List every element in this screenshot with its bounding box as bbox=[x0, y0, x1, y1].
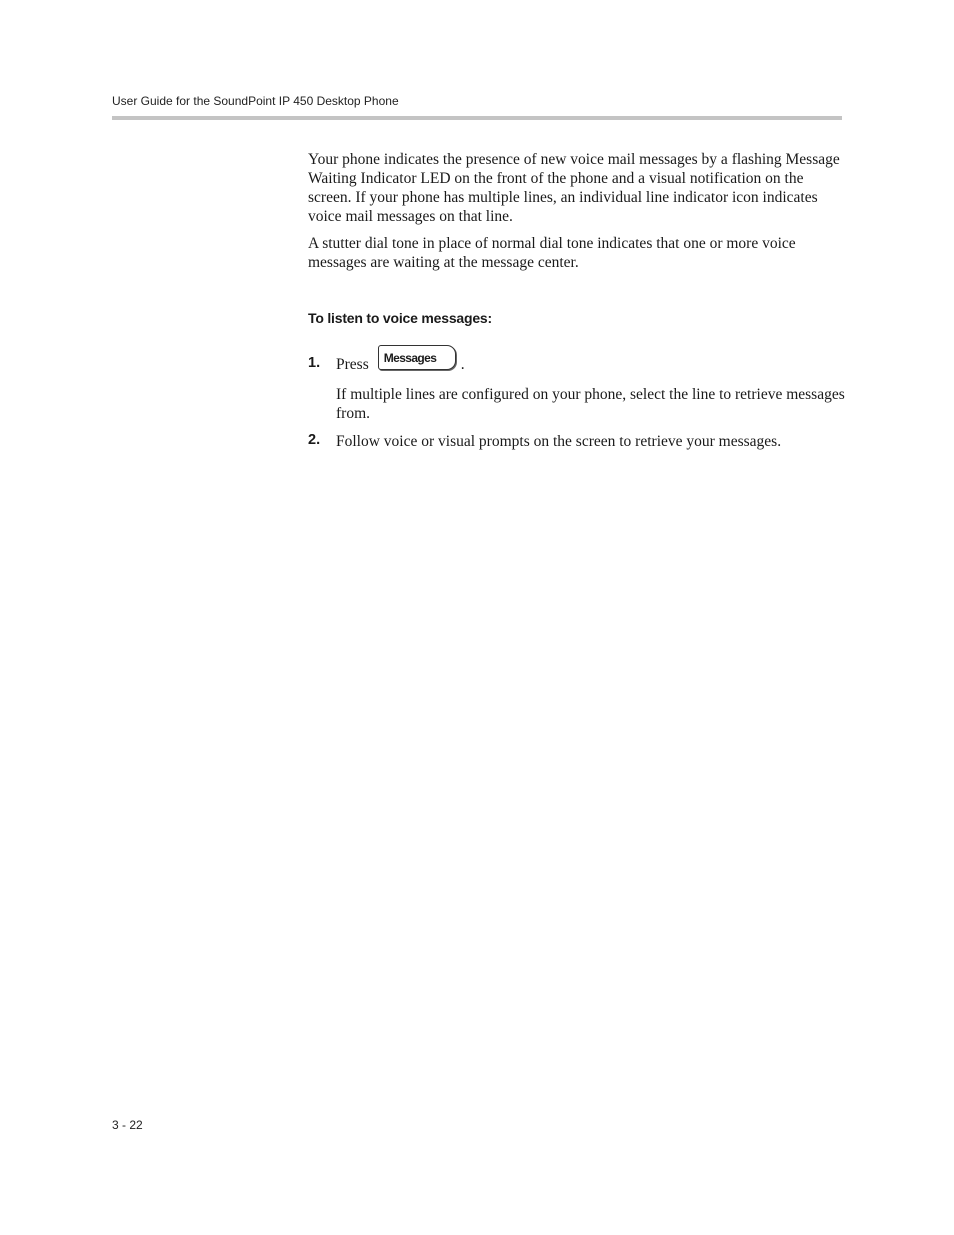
header-rule bbox=[112, 116, 842, 120]
running-header: User Guide for the SoundPoint IP 450 Desktop Phone bbox=[112, 94, 399, 108]
messages-key-icon bbox=[378, 345, 456, 370]
step-1-instruction bbox=[336, 351, 846, 380]
intro-paragraph: Your phone indicates the presence of new voice mail messages by a flashing Message Waiting Indicator LED on the front of the phone and a visual notification on the screen. If your phone has multiple lines, an individual line indicator icon indicates voice mail messages on that line. bbox=[308, 151, 840, 225]
step-1-subtext: If multiple lines are configured on your phone, select the line to retrieve messages from. bbox=[336, 386, 845, 422]
page-number: 3 - 22 bbox=[112, 1118, 143, 1132]
step-1-number: 1. bbox=[308, 355, 321, 371]
stutter-tone-paragraph: A stutter dial tone in place of normal dial tone indicates that one or more voice messages are waiting at the message center. bbox=[308, 235, 796, 271]
step-2-instruction: Follow voice or visual prompts on the screen to retrieve your messages. bbox=[336, 433, 782, 450]
step-1-press-label: Press bbox=[336, 356, 369, 373]
step-1-trailing: . bbox=[460, 356, 465, 373]
procedure-heading: To listen to voice messages: bbox=[308, 310, 492, 326]
messages-key-label: Messages bbox=[383, 351, 437, 365]
step-2-number: 2. bbox=[308, 432, 321, 448]
